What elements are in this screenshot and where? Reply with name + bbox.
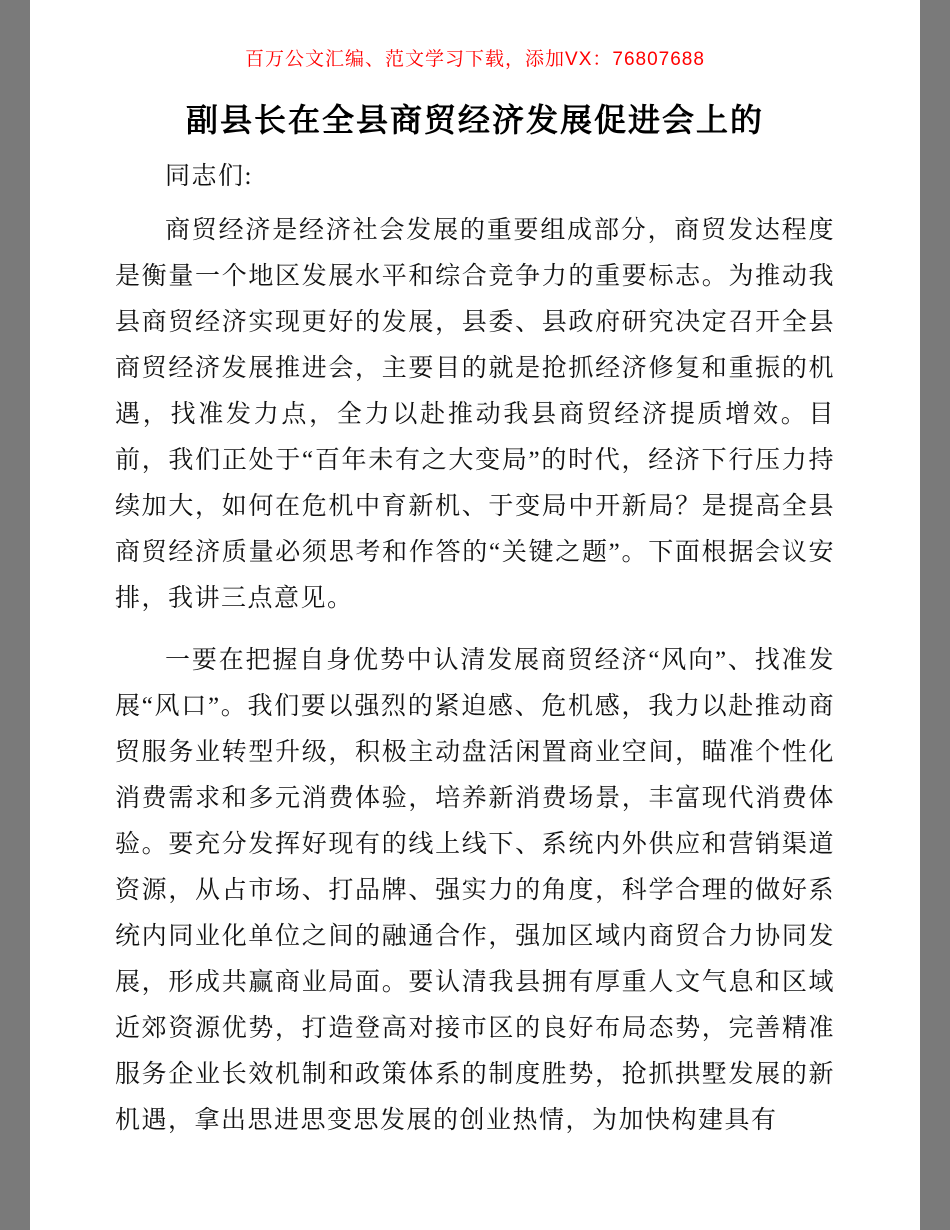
right-margin-strip <box>920 0 950 1230</box>
salutation: 同志们: <box>165 163 253 190</box>
watermark-text: 百万公文汇编、范文学习下载，添加VX：76807688 <box>245 49 705 70</box>
paragraph-point-one: 一要在把握自身优势中认清发展商贸经济“风向”、找准发展“风口”。我们要以强烈的紧迫感、危机感，我力以赴推动商贸服务业转型升级，积极主动盘活闲置商业空间，瞄准个性化消费需求和多元消费体验，培养新消费场景，丰富现代消费体验。要充分发挥好现有的线上线下、系统内外供应和营销渠道资源，从占市场、打品牌、强实力的角度，科学合理的做好系统内同业化单位之间的融通合作，强加区域内商贸合力协同发展，形成共赢商业局面。要认清我县拥有厚重人文气息和区域近郊资源优势，打造登高对接市区的良好布局态势，完善精准服务企业长效机制和政策体系的制度胜势，抢抓拱墅发展的新机遇，拿出思进思变思发展的创业热情，为加快构建具有 <box>115 647 835 1134</box>
paragraph-intro: 商贸经济是经济社会发展的重要组成部分，商贸发达程度是衡量一个地区发展水平和综合竞争力的重要标志。为推动我县商贸经济实现更好的发展，县委、县政府研究决定召开全县商贸经济发展推进会，主要目的就是抢抓经济修复和重振的机遇，找准发力点，全力以赴推动我县商贸经济提质增效。目前，我们正处于“百年未有之大变局”的时代，经济下行压力持续加大，如何在危机中育新机、于变局中开新局？是提高全县商贸经济质量必须思考和作答的“关键之题”。下面根据会议安排，我讲三点意见。 <box>115 217 835 612</box>
document-title: 副县长在全县商贸经济发展促进会上的 <box>185 102 764 138</box>
document-page <box>30 0 920 1230</box>
left-margin-strip <box>0 0 30 1230</box>
